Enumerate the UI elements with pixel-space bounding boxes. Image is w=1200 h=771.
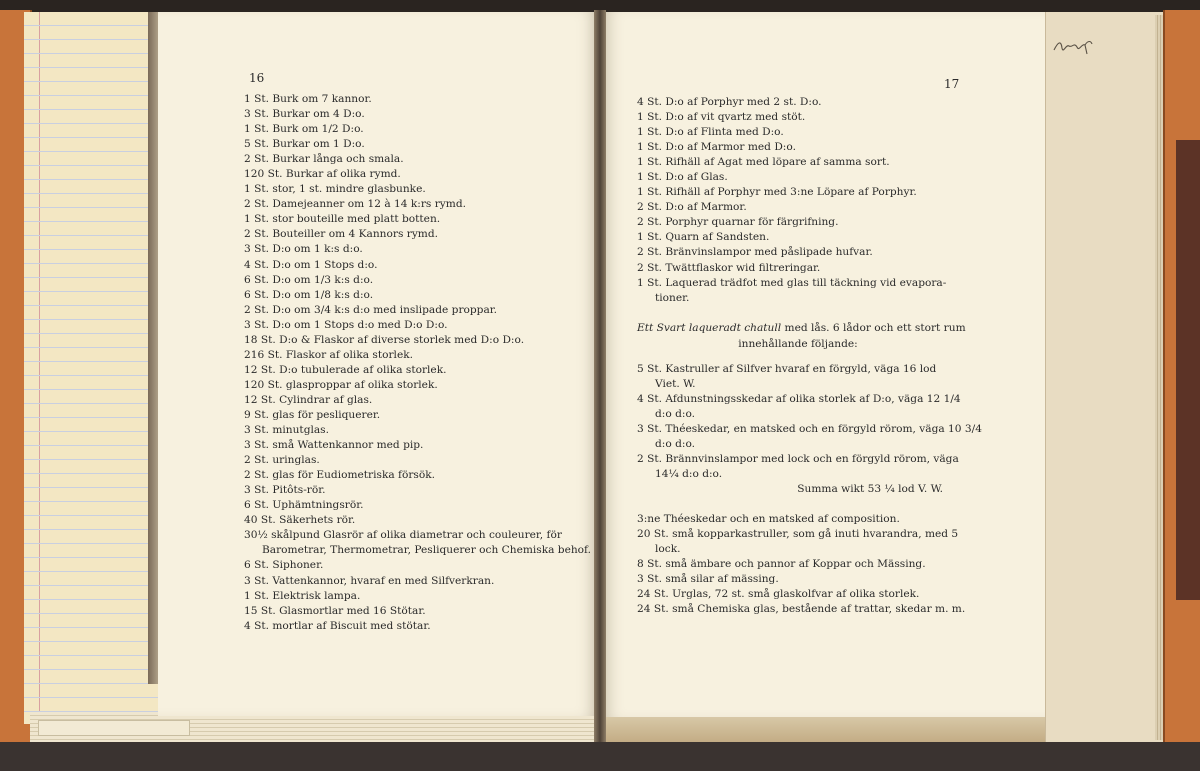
text-line: 5 St. Burkar om 1 D:o. [244, 138, 365, 151]
text-line: 2 St. uringlas. [244, 454, 320, 467]
text-line: 6 St. Uphämtningsrör. [244, 499, 364, 512]
text-line: 216 St. Flaskor af olika storlek. [244, 348, 413, 361]
text-line: 3 St. Vattenkannor, hvaraf en med Silfverkran. [244, 574, 495, 587]
text-line: 1 St. Rifhäll af Agat med löpare af samma sort. [637, 156, 890, 169]
text-line: d:o d:o. [655, 407, 696, 420]
right-page-number: 17 [944, 77, 960, 91]
chest-heading-rest: med lås. 6 lådor och ett stort rum [781, 321, 966, 334]
text-line: 3 St. Pitôts-rör. [244, 484, 326, 497]
text-line: 4 St. Afdunstningsskedar af olika storlek af D:o, väga 12 1/4 [637, 392, 961, 405]
text-line: d:o d:o. [655, 437, 696, 450]
text-line: 2 St. D:o af Marmor. [637, 201, 747, 214]
text-line: 3 St. små silar af mässing. [637, 573, 779, 586]
text-line: 1 St. stor bouteille med platt botten. [244, 213, 441, 226]
cover-spine-dark [1176, 140, 1200, 600]
text-line: 8 St. små ämbare och pannor af Koppar och Mässing. [637, 558, 926, 571]
text-line: 3:ne Théeskedar och en matsked af composition. [637, 513, 900, 526]
text-line: 1 St. D:o af Flinta med D:o. [637, 126, 784, 139]
text-line: 1 St. Rifhäll af Porphyr med 3:ne Löpare af Porphyr. [637, 186, 917, 199]
text-line: 4 St. mortlar af Biscuit med stötar. [244, 619, 431, 632]
text-line: lock. [655, 543, 681, 556]
chest-heading-line2: innehållande följande: [738, 337, 858, 350]
text-line: 2 St. Twättflaskor wid filtreringar. [637, 261, 821, 274]
text-line: 2 St. Bränvinslampor med påslipade hufvar. [637, 246, 873, 259]
text-line: 3 St. D:o om 1 Stops d:o med D:o D:o. [244, 318, 448, 331]
text-line: 12 St. Cylindrar af glas. [244, 393, 373, 406]
text-line: 1 St. stor, 1 st. mindre glasbunke. [244, 183, 426, 196]
text-line: 4 St. D:o om 1 Stops d:o. [244, 258, 378, 271]
text-line: 1 St. D:o af Glas. [637, 171, 728, 184]
text-line: 6 St. Siphoner. [244, 559, 324, 572]
text-line: 2 St. Porphyr quarnar för färgrifning. [637, 216, 839, 229]
inventory-list-top [637, 95, 959, 306]
book-gutter [594, 10, 606, 750]
text-line: 2 St. D:o om 3/4 k:s d:o med inslipade proppar. [244, 303, 498, 316]
text-line: Viet. W. [655, 377, 696, 390]
inserted-slip [38, 720, 190, 736]
text-line: 14¼ d:o d:o. [655, 467, 723, 480]
text-line: 2 St. glas för Eudiometriska försök. [244, 469, 436, 482]
text-line: 24 St. Urglas, 72 st. små glaskolfvar af olika storlek. [637, 588, 920, 601]
text-line: 1 St. Laquerad trädfot med glas till täckning vid evapora- [637, 276, 947, 289]
chest-contents-list [637, 362, 982, 482]
left-page-text [244, 92, 591, 634]
text-line: 2 St. Burkar långa och smala. [244, 153, 404, 166]
text-line: 120 St. glasproppar af olika storlek. [244, 378, 438, 391]
text-line: 3 St. D:o om 1 k:s d:o. [244, 243, 363, 256]
ruled-ledger-page [24, 12, 165, 724]
left-page-number: 16 [249, 71, 265, 85]
text-line: 3 St. Théeskedar, en matsked och en förgyld rörom, väga 10 3/4 [637, 422, 982, 435]
text-line: 24 St. små Chemiska glas, bestående af trattar, skedar m. m. [637, 603, 966, 616]
text-line: 1 St. Burk om 1/2 D:o. [244, 123, 364, 136]
inventory-list-bottom [637, 512, 966, 617]
text-line: Barometrar, Thermometrar, Pesliquerer och Chemiska behof. [262, 544, 591, 557]
chest-heading-italic: Ett Svart laqueradt chatull [637, 321, 782, 334]
scan-bottom-edge [0, 742, 1200, 771]
text-line: 2 St. Brännvinslampor med lock och en förgyld rörom, väga [637, 452, 959, 465]
spacer [637, 497, 959, 512]
text-line: 9 St. glas för pesliquerer. [244, 408, 381, 421]
text-line: 40 St. Säkerhets rör. [244, 514, 356, 527]
text-line: 15 St. Glasmortlar med 16 Stötar. [244, 604, 426, 617]
text-line: 2 St. Damejeanner om 12 à 14 k:rs rymd. [244, 198, 466, 211]
weight-summa: Summa wikt 53 ¼ lod V. W. [797, 483, 943, 496]
page-edges-right [1045, 12, 1164, 752]
text-line: 12 St. D:o tubulerade af olika storlek. [244, 363, 447, 376]
chest-heading [637, 320, 966, 336]
text-line: 3 St. Burkar om 4 D:o. [244, 108, 365, 121]
text-line: 30½ skålpund Glasrör af olika diametrar och couleurer, för [244, 529, 562, 542]
text-line: 1 St. D:o af vit qvartz med stöt. [637, 111, 806, 124]
text-line: 1 St. Quarn af Sandsten. [637, 231, 770, 244]
text-line: 1 St. Burk om 7 kannor. [244, 93, 372, 105]
text-line: 120 St. Burkar af olika rymd. [244, 168, 401, 181]
text-line: 3 St. minutglas. [244, 424, 329, 437]
pencil-scribble [1052, 34, 1094, 58]
text-line: 1 St. Elektrisk lampa. [244, 589, 361, 602]
text-line: 4 St. D:o af Porphyr med 2 st. D:o. [637, 96, 822, 108]
text-line: 3 St. små Wattenkannor med pip. [244, 439, 424, 452]
text-line: 6 St. D:o om 1/8 k:s d:o. [244, 288, 374, 301]
text-line: 6 St. D:o om 1/3 k:s d:o. [244, 273, 374, 286]
text-line: 1 St. D:o af Marmor med D:o. [637, 141, 796, 154]
text-line: 18 St. D:o & Flaskor af diverse storlek med D:o D:o. [244, 333, 525, 346]
text-line: tioner. [655, 291, 690, 304]
text-line: 5 St. Kastruller af Silfver hvaraf en förgyld, väga 16 lod [637, 362, 937, 375]
right-page-text [637, 95, 982, 617]
text-line: 2 St. Bouteiller om 4 Kannors rymd. [244, 228, 438, 241]
text-line: 20 St. små kopparkastruller, som gå inuti hvarandra, med 5 [637, 528, 959, 541]
